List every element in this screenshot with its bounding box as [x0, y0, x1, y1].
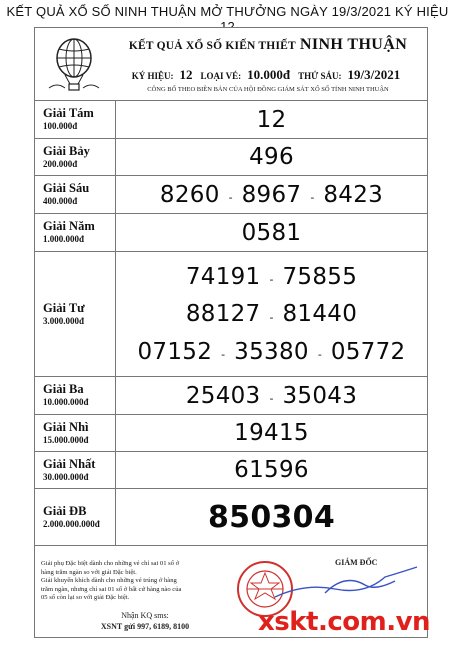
- ticket-meta: [109, 66, 427, 84]
- prize-name: Giải Nhì: [43, 419, 89, 434]
- prize-label: [35, 214, 116, 251]
- number-line: [186, 264, 357, 290]
- winning-number: 35043: [282, 382, 358, 409]
- prize-numbers: [116, 252, 427, 376]
- prize-amount: 200.000đ: [43, 158, 78, 169]
- prize-row: [35, 214, 427, 252]
- prize-amount: 3.000.000đ: [43, 315, 85, 326]
- serial-value: 12: [179, 67, 193, 82]
- winning-number: 61596: [234, 457, 309, 483]
- ticket-header: [35, 28, 427, 100]
- winning-number: 35380: [234, 338, 309, 365]
- prize-label: [35, 176, 116, 213]
- number-separator: -: [269, 310, 274, 324]
- page-headline: KẾT QUẢ XỔ SỐ NINH THUẬN MỞ THƯỞNG NGÀY 19/3/2021 KÝ HIỆU: [6, 4, 449, 19]
- note-line: hàng trăm ngàn so với giải Đặc biệt.: [41, 568, 137, 576]
- note-line: Giải khuyến khích dành cho những vé trúng ở hàng: [41, 577, 177, 585]
- prize-numbers: [116, 176, 427, 213]
- winning-number: 05772: [330, 338, 406, 365]
- number-line: [234, 457, 309, 483]
- price-label: LOẠI VÉ:: [200, 71, 242, 81]
- price-value: 10.000đ: [247, 67, 291, 82]
- prize-name: Giải Ba: [43, 382, 84, 396]
- prize-numbers: [116, 214, 427, 251]
- prize-amount: 400.000đ: [43, 196, 78, 206]
- prize-name: Giải ĐB: [43, 503, 87, 518]
- number-line: [186, 301, 357, 327]
- prize-name: Giải Tám: [43, 106, 94, 120]
- lottery-title: [109, 36, 427, 54]
- prize-row: [35, 101, 427, 139]
- prize-label: [35, 415, 116, 451]
- title-province: NINH THUẬN: [299, 36, 408, 53]
- number-line: [234, 420, 309, 446]
- number-line: [208, 500, 335, 535]
- serial-label: KÝ HIỆU:: [131, 71, 174, 81]
- prize-name: Giải Bảy: [43, 143, 90, 158]
- prize-amount: 100.000đ: [43, 121, 78, 131]
- number-line: [249, 144, 294, 170]
- prize-numbers: [116, 139, 427, 175]
- winning-number: 8260: [159, 181, 220, 208]
- prize-amount: 1.000.000đ: [43, 234, 85, 244]
- number-separator: -: [317, 348, 322, 361]
- prize-label: [35, 252, 116, 376]
- lottery-ticket: [34, 27, 431, 638]
- prize-amount: 30.000.000đ: [43, 471, 89, 482]
- winning-number: 8423: [323, 181, 384, 208]
- prize-label: [35, 101, 116, 138]
- date-label: THỨ SÁU:: [298, 71, 342, 81]
- prize-label: [35, 452, 116, 488]
- prize-row: [35, 139, 427, 176]
- winning-number: 07152: [137, 338, 213, 365]
- site-watermark: xskt.com.vn: [258, 607, 431, 637]
- note-line: trăm ngàn, nhưng chỉ sai 01 số ở bất cứ hàng nào của: [41, 585, 182, 593]
- number-line: [186, 383, 357, 409]
- prize-row: [35, 377, 427, 415]
- prize-name: Giải Năm: [43, 219, 95, 233]
- winning-number: 25403: [185, 382, 261, 409]
- prize-numbers: [116, 489, 427, 545]
- prize-row: [35, 489, 427, 546]
- winning-number: 74191: [185, 263, 261, 290]
- signature-icon: [265, 563, 425, 603]
- number-separator: -: [269, 273, 274, 286]
- prize-row: [35, 452, 427, 489]
- number-separator: -: [228, 191, 233, 204]
- prize-row: [35, 252, 427, 377]
- sms-receive-label: Nhận KQ sms:: [121, 611, 169, 620]
- winning-number: 19415: [234, 420, 309, 446]
- prize-note: [41, 560, 241, 603]
- winning-number: 850304: [207, 499, 336, 535]
- prize-label: [35, 489, 116, 545]
- number-separator: -: [269, 392, 274, 405]
- number-line: [242, 220, 302, 246]
- prize-numbers: [116, 101, 427, 138]
- date-value: 19/3/2021: [347, 67, 401, 82]
- winning-number: 88127: [185, 301, 261, 327]
- number-line: [138, 339, 406, 365]
- winning-number: 81440: [282, 301, 358, 327]
- sms-line: XSNT gửi 997, 6189, 8100: [100, 622, 190, 631]
- prize-amount: 2.000.000.000đ: [43, 518, 100, 529]
- winning-number: 496: [249, 144, 294, 170]
- number-separator: -: [221, 348, 226, 361]
- prize-table: [35, 100, 427, 546]
- prize-row: [35, 415, 427, 452]
- winning-number: 0581: [241, 219, 302, 246]
- number-separator: -: [310, 191, 315, 204]
- prize-numbers: [116, 452, 427, 488]
- director-label: GIÁM ĐỐC: [335, 558, 378, 567]
- prize-row: [35, 176, 427, 214]
- globe-balloon-logo-icon: [43, 36, 105, 94]
- announcement-line: CÔNG BỐ THEO BIÊN BẢN CỦA HỘI ĐỒNG GIÁM SÁT XỔ SỐ TỈNH NINH THUẬN: [147, 86, 389, 93]
- number-line: [160, 182, 383, 208]
- prize-label: [35, 139, 116, 175]
- number-line: [257, 107, 287, 133]
- prize-name: Giải Nhất: [43, 456, 96, 471]
- prize-label: [35, 377, 116, 414]
- prize-amount: 15.000.000đ: [43, 434, 89, 445]
- winning-number: 12: [256, 106, 287, 133]
- prize-amount: 10.000.000đ: [43, 397, 89, 407]
- note-line: Giải phụ Đặc biệt dành cho những vé chỉ sai 01 số ở: [41, 560, 180, 567]
- prize-name: Giải Sáu: [43, 181, 90, 195]
- winning-number: 75855: [282, 263, 358, 290]
- winning-number: 8967: [241, 181, 302, 208]
- prize-numbers: [116, 377, 427, 414]
- prize-name: Giải Tư: [43, 300, 85, 315]
- title-prefix: KẾT QUẢ XỔ SỐ KIẾN THIẾT: [128, 40, 296, 52]
- note-line: 05 số còn lại so với giải Đặc biệt.: [41, 594, 130, 602]
- prize-numbers: [116, 415, 427, 451]
